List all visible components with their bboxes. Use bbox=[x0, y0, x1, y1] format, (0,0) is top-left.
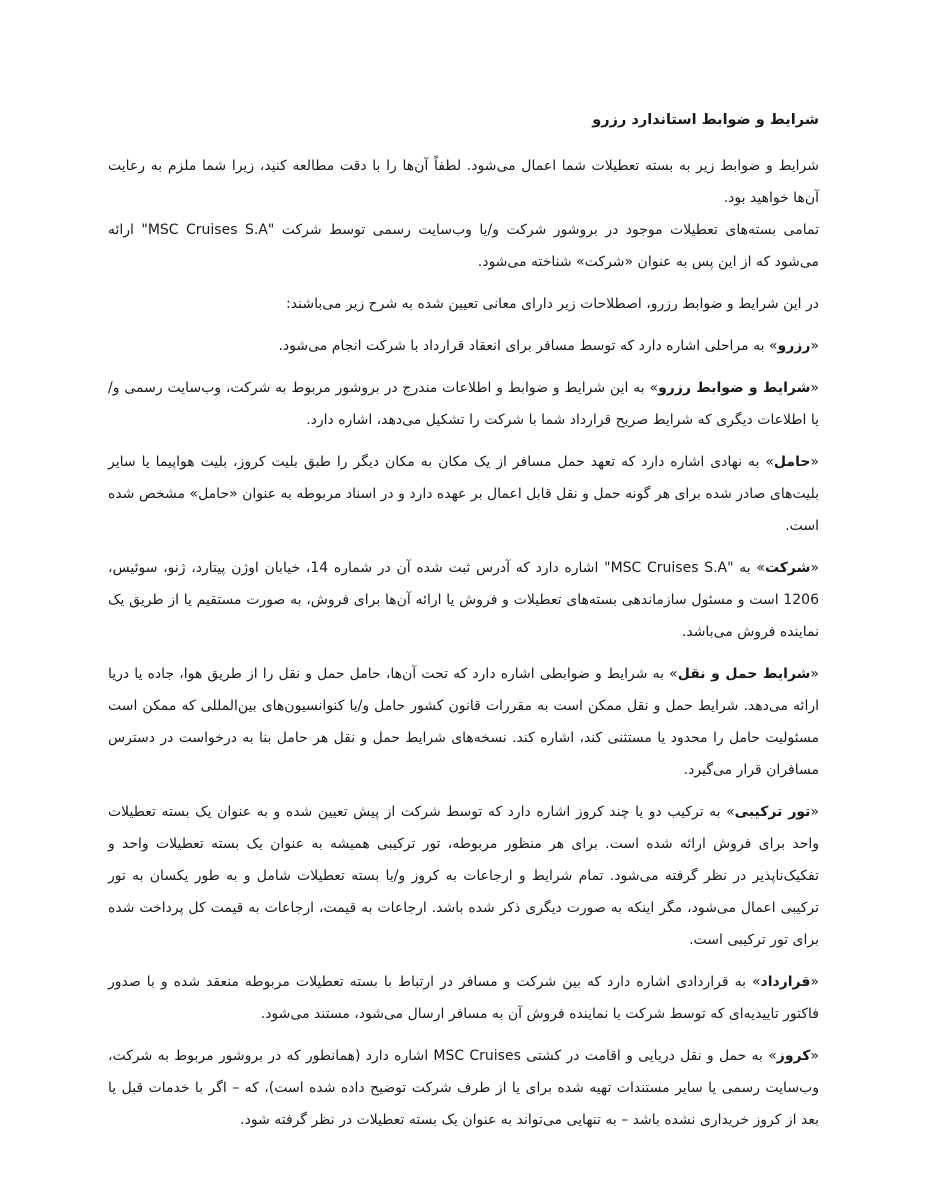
document-title: شرایط و ضوابط استاندارد رزرو bbox=[592, 112, 819, 128]
quote-mark: « bbox=[810, 1048, 819, 1064]
definition-text: » به نهادی اشاره دارد که تعهد حمل مسافر از یک مکان به مکان دیگر را طبق بلیت کروز، بلیت هواپیما یا سایر بلیت‌های صادر شده برای هر گونه حمل و نقل قابل اعمال بر عهده دارد و در اسناد مربوطه به عنوان «حامل» مشخص شده است. bbox=[108, 454, 819, 534]
quote-mark: « bbox=[810, 454, 819, 470]
definitions-list bbox=[108, 330, 819, 1136]
quote-mark: « bbox=[810, 666, 819, 682]
definition-text: » به قراردادی اشاره دارد که بین شرکت و مسافر در ارتباط با بسته تعطیلات مربوطه منعقد شده و با صدور فاکتور تاییدیه‌ای که توسط شرکت یا نماینده فروش آن به مسافر ارسال می‌شود، مستند می‌شود. bbox=[108, 974, 819, 1022]
document-page bbox=[108, 104, 819, 1146]
definition-item bbox=[108, 796, 819, 956]
intro-paragraph-2: تمامی بسته‌های تعطیلات موجود در بروشور شرکت و/یا وب‌سایت رسمی توسط شرکت "MSC Cruises S.A" ارائه می‌شود که از این پس به عنوان «شرکت» شناخته می‌شود. bbox=[108, 222, 819, 270]
quote-mark: « bbox=[810, 560, 819, 576]
definition-term: شرکت bbox=[764, 560, 811, 576]
definition-item bbox=[108, 552, 819, 648]
definitions-intro: در این شرایط و ضوابط رزرو، اصطلاحات زیر دارای معانی تعیین شده به شرح زیر می‌باشند: bbox=[286, 296, 819, 312]
definition-item bbox=[108, 658, 819, 786]
definition-item bbox=[108, 1040, 819, 1136]
definition-term: تور ترکیبی bbox=[734, 804, 811, 820]
definition-item bbox=[108, 372, 819, 436]
quote-mark: « bbox=[810, 974, 819, 990]
quote-mark: « bbox=[810, 338, 819, 354]
definition-text: » به شرایط و ضوابطی اشاره دارد که تحت آن‌ها، حامل حمل و نقل را از طریق هوا، جاده یا دریا ارائه می‌دهد. شرایط حمل و نقل ممکن است به مقررات قانون کشور حامل و/یا کنوانسیون‌های بین‌المللی که ممکن است مسئولیت حامل را محدود یا مستثنی کند، اشاره کند. نسخه‌های شرایط حمل و نقل هر حامل بنا به درخواست در دسترس مسافران قرار می‌گیرد. bbox=[108, 666, 819, 778]
definition-term: رزرو bbox=[777, 338, 811, 354]
definition-text: » به این شرایط و ضوابط و اطلاعات مندرج در بروشور مربوط به شرکت، وب‌سایت رسمی و/یا اطلاعات دیگری که شرایط صریح قرارداد شما با شرکت را تشکیل می‌دهد، اشاره دارد. bbox=[108, 380, 819, 428]
intro-section bbox=[108, 150, 819, 278]
definition-text: » به ترکیب دو یا چند کروز اشاره دارد که توسط شرکت از پیش تعیین شده و به عنوان یک بسته تعطیلات واحد برای فروش ارائه شده است. برای هر منظور مربوطه، تور ترکیبی همیشه به عنوان یک بسته تعطیلات واحد و تفکیک‌ناپذیر در نظر گرفته می‌شود. تمام شرایط و ارجاعات به کروز و/یا بسته تعطیلات شامل و به طور یکسان به تور ترکیبی اعمال می‌شود، مگر اینکه به صورت دیگری ذکر شده باشد. ارجاعات به قیمت، ارجاعات به قیمت کل پرداخت شده برای تور ترکیبی است. bbox=[108, 804, 819, 948]
intro-paragraph-1: شرایط و ضوابط زیر به بسته تعطیلات شما اعمال می‌شود. لطفاً آن‌ها را با دقت مطالعه کنید، زیرا شما ملزم به رعایت آن‌ها خواهید بود. bbox=[108, 158, 819, 206]
quote-mark: « bbox=[810, 380, 819, 396]
definition-text: » به "MSC Cruises S.A" اشاره دارد که آدرس ثبت شده آن در شماره 14، خیابان اوژن پیتارد، ژنو، سوئیس، 1206 است و مسئول سازماندهی بسته‌های تعطیلات و فروش یا ارائه آن‌ها برای فروش، به صورت مستقیم یا از طریق یک نماینده فروش می‌باشد. bbox=[108, 560, 819, 640]
definition-term: حامل bbox=[773, 454, 811, 470]
definition-term: قرارداد bbox=[760, 974, 811, 990]
definition-item bbox=[108, 330, 819, 362]
definition-term: شرایط و ضوابط رزرو bbox=[658, 380, 811, 396]
definition-text: » به مراحلی اشاره دارد که توسط مسافر برای انعقاد قرارداد با شرکت انجام می‌شود. bbox=[278, 338, 778, 354]
definition-text: » به حمل و نقل دریایی و اقامت در کشتی MSC Cruises اشاره دارد (همانطور که در بروشور مربوط به شرکت، وب‌سایت رسمی یا سایر مستندات تهیه شده برای یا از طرف شرکت توضیح داده شده است)، که – اگر با خدمات قبل یا بعد از کروز خریداری نشده باشد – به تنهایی می‌تواند به عنوان یک بسته تعطیلات در نظر گرفته شود. bbox=[108, 1048, 819, 1128]
definition-term: کروز bbox=[776, 1048, 811, 1064]
definition-item bbox=[108, 446, 819, 542]
definition-item bbox=[108, 966, 819, 1030]
definition-term: شرایط حمل و نقل bbox=[677, 666, 811, 682]
quote-mark: « bbox=[810, 804, 819, 820]
